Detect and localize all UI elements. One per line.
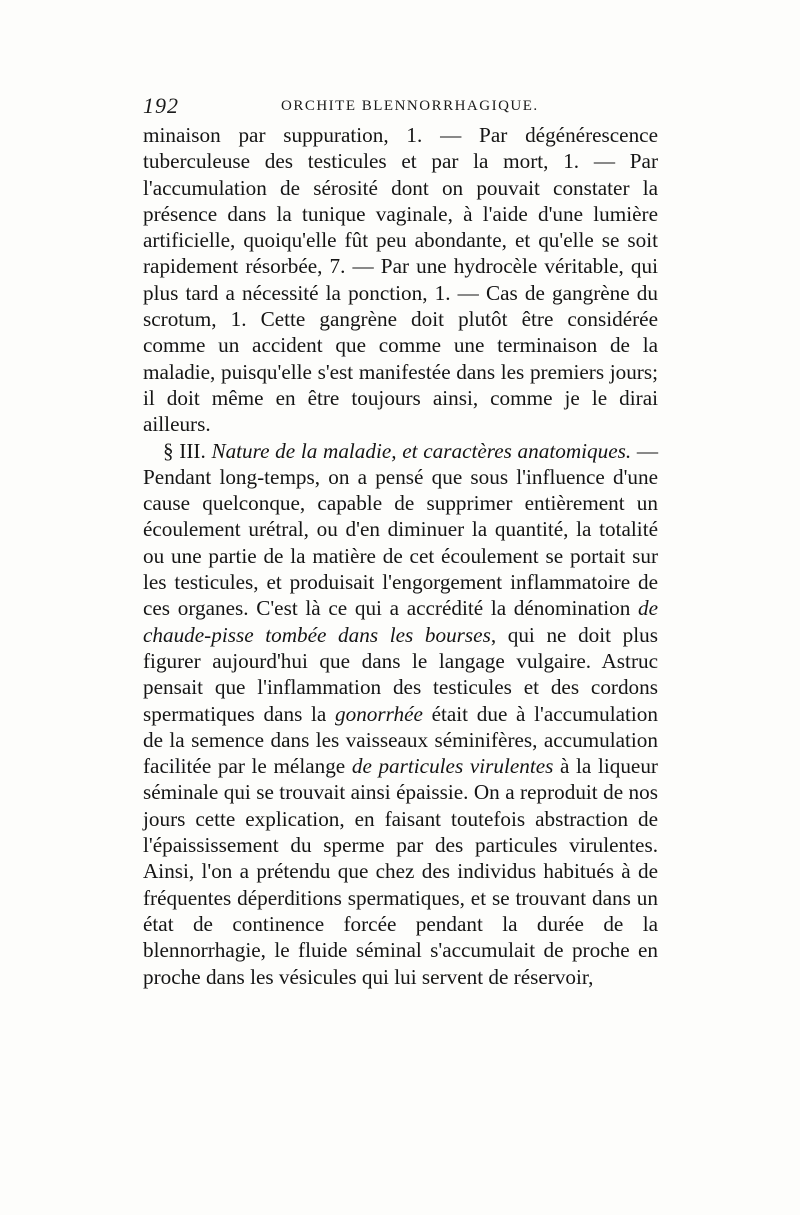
italic-phrase: de chaude-pisse tombée dans les bourses	[143, 596, 658, 647]
section-heading: Nature de la maladie, et caractères anatomiques.	[211, 438, 632, 463]
paragraph-section-3	[143, 438, 658, 990]
running-head: ORCHITE BLENNORRHAGIQUE.	[281, 98, 539, 114]
text-run: , qui ne doit plus figurer aujourd'hui que dans le langage vulgaire. Astruc pensait que l'inflammation des testicules et des cordons spermatiques dans la	[143, 622, 658, 726]
italic-phrase: de particules virulentes	[351, 754, 554, 779]
page-header	[143, 93, 658, 121]
italic-phrase: gonorrhée	[335, 701, 423, 726]
text-run: à la liqueur séminale qui se trouvait ainsi épaissie. On a reproduit de nos jours cette explication, en faisant toutefois abstraction de l'épaississement du sperme par des particules virulentes. Ainsi, l'on a prétendu que chez des individus habitués à de fréquentes déperditions spermatiques, et se trouvant dans un état de continence forcée pendant la durée de la blennorrhagie, le fluide séminal s'accumulait de proche en proche dans les vésicules qui lui servent de réservoir,	[143, 754, 658, 989]
body-text	[143, 122, 658, 990]
section-mark: § III.	[163, 438, 206, 463]
page-number: 192	[143, 93, 179, 118]
text-run: — Pendant long-temps, on a pensé que sous l'influence d'une cause quelconque, capable de supprimer entièrement un écoulement urétral, ou d'en diminuer la quantité, la totalité ou une partie de la matière de cet écoulement se portait sur les testicules, et produisait l'engorgement inflammatoire de ces organes. C'est là ce qui a accrédité la dénomination	[143, 438, 659, 621]
paragraph-terminations: minaison par suppuration, 1. — Par dégénérescence tuberculeuse des testicules et par la mort, 1. — Par l'accumulation de sérosité dont on pouvait constater la présence dans la tunique vaginale, à l'aide d'une lumière artificielle, quoiqu'elle fût peu abondante, et qu'elle se soit rapidement résorbée, 7. — Par une hydrocèle véritable, qui plus tard a nécessité la ponction, 1. — Cas de gangrène du scrotum, 1. Cette gangrène doit plutôt être considérée comme un accident que comme une terminaison de la maladie, puisqu'elle s'est manifestée dans les premiers jours; il doit même en être toujours ainsi, comme je le dirai ailleurs.	[143, 123, 658, 437]
text-run: était due à l'accumulation de la semence dans les vaisseaux séminifères, accumulation facilitée par le mélange	[143, 701, 658, 779]
